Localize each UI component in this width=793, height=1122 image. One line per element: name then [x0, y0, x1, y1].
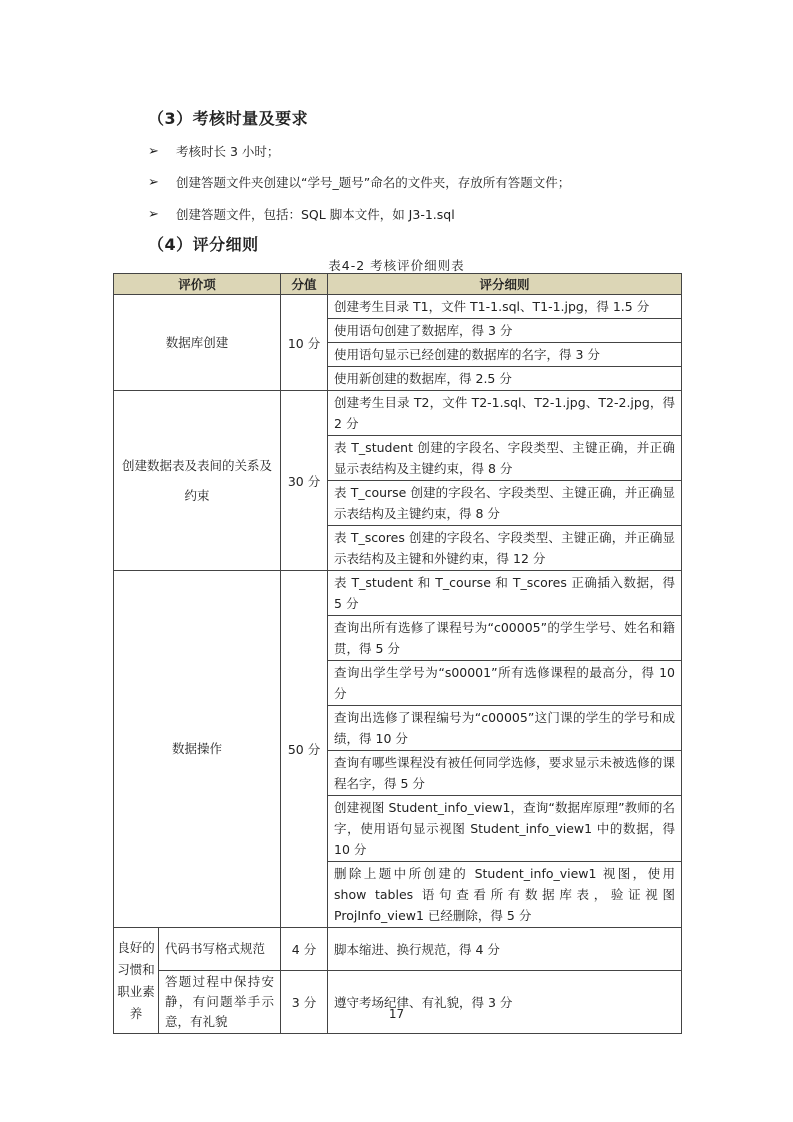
- bullet-text: 考核时长 3 小时；: [176, 144, 280, 159]
- header-item: 评价项: [114, 274, 281, 295]
- header-score: 分值: [281, 274, 328, 295]
- section-3-title: （3）考核时量及要求: [148, 109, 309, 128]
- score-cell: 3 分: [281, 971, 328, 1034]
- bullet-text: 创建答题文件，包括：SQL 脚本文件，如 J3-1.sql: [176, 207, 455, 222]
- detail-cell: 使用语句创建了数据库，得 3 分: [328, 319, 682, 343]
- habit-sub-cell: 答题过程中保持安静，有问题举手示意，有礼貌: [159, 971, 281, 1034]
- detail-cell: 表 T_student 创建的字段名、字段类型、主键正确，并正确显示表结构及主键约束，得 8 分: [328, 436, 682, 481]
- table-row: [114, 391, 682, 436]
- habit-category-cell: 良好的习惯和职业素养: [114, 928, 159, 1034]
- arrow-bullet-icon: ➢: [148, 206, 159, 222]
- table-row: [114, 971, 682, 1034]
- detail-cell: 查询出学生学号为“s00001”所有选修课程的最高分，得 10 分: [328, 661, 682, 706]
- detail-cell: 查询出选修了课程编号为“c00005”这门课的学生的学号和成绩，得 10 分: [328, 706, 682, 751]
- detail-cell: 表 T_scores 创建的字段名、字段类型、主键正确，并正确显示表结构及主键和外键约束，得 12 分: [328, 526, 682, 571]
- detail-cell: 查询出所有选修了课程号为“c00005”的学生学号、姓名和籍贯，得 5 分: [328, 616, 682, 661]
- detail-cell: 创建考生目录 T2，文件 T2-1.sql、T2-1.jpg、T2-2.jpg，得 2 分: [328, 391, 682, 436]
- table-row: [114, 928, 682, 971]
- detail-cell: 创建考生目录 T1，文件 T1-1.sql、T1-1.jpg，得 1.5 分: [328, 295, 682, 319]
- score-cell: 4 分: [281, 928, 328, 971]
- bullet-item: [148, 142, 279, 160]
- table-header-row: [114, 274, 682, 295]
- page-number: 17: [388, 1007, 405, 1021]
- score-cell: 30 分: [281, 391, 328, 571]
- bullet-item: [148, 205, 455, 223]
- section-4-title: （4）评分细则: [148, 235, 259, 254]
- detail-cell: 使用新创建的数据库，得 2.5 分: [328, 367, 682, 391]
- header-detail: 评分细则: [328, 274, 682, 295]
- detail-cell: 脚本缩进、换行规范，得 4 分: [328, 928, 682, 971]
- detail-cell: 查询有哪些课程没有被任何同学选修，要求显示未被选修的课程名字，得 5 分: [328, 751, 682, 796]
- table-row: [114, 571, 682, 616]
- table-caption: 表4-2 考核评价细则表: [328, 258, 465, 273]
- grading-table: [113, 273, 682, 1034]
- bullet-text: 创建答题文件夹创建以“学号_题号”命名的文件夹，存放所有答题文件；: [176, 175, 571, 190]
- bullet-item: [148, 173, 570, 191]
- arrow-bullet-icon: ➢: [148, 143, 159, 159]
- arrow-bullet-icon: ➢: [148, 174, 159, 190]
- category-cell: 创建数据表及表间的关系及约束: [114, 391, 281, 571]
- detail-cell: 表 T_course 创建的字段名、字段类型、主键正确，并正确显示表结构及主键约束，得 8 分: [328, 481, 682, 526]
- score-cell: 50 分: [281, 571, 328, 928]
- detail-cell: 使用语句显示已经创建的数据库的名字，得 3 分: [328, 343, 682, 367]
- table-row: [114, 295, 682, 319]
- category-cell: 数据操作: [114, 571, 281, 928]
- habit-sub-cell: 代码书写格式规范: [159, 928, 281, 971]
- category-cell: 数据库创建: [114, 295, 281, 391]
- detail-cell: 创建视图 Student_info_view1，查询“数据库原理”教师的名字，使用语句显示视图 Student_info_view1 中的数据，得 10 分: [328, 796, 682, 862]
- detail-cell: 表 T_student 和 T_course 和 T_scores 正确插入数据，得 5 分: [328, 571, 682, 616]
- detail-cell: 删除上题中所创建的 Student_info_view1 视图，使用 show tables 语句查看所有数据库表，验证视图 ProjInfo_view1 已经删除，得 5 分: [328, 862, 682, 928]
- detail-cell: 遵守考场纪律、有礼貌，得 3 分: [328, 971, 682, 1034]
- score-cell: 10 分: [281, 295, 328, 391]
